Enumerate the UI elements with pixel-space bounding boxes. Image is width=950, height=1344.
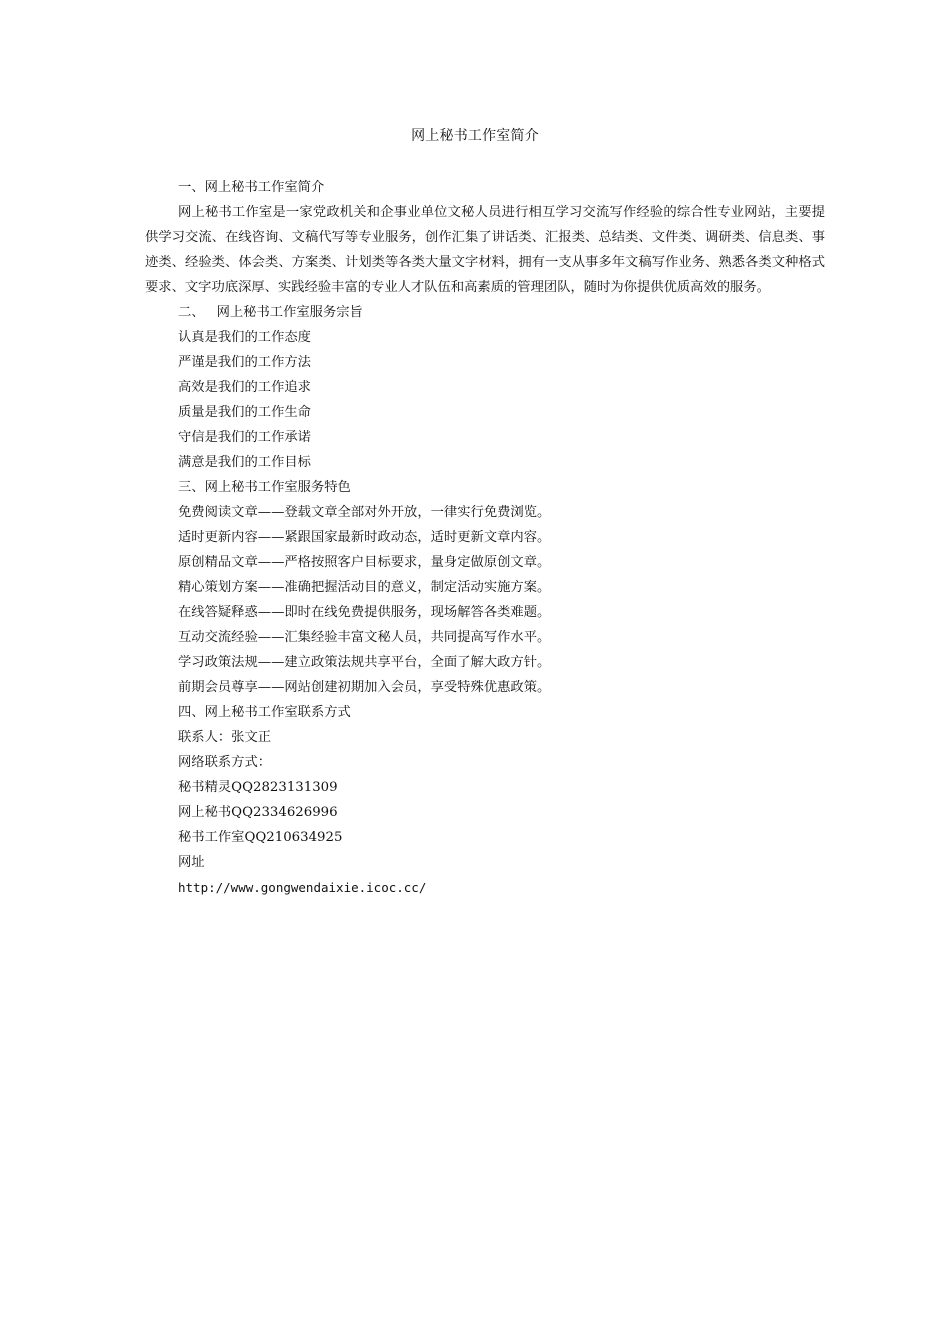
principle-item: 严谨是我们的工作方法: [178, 355, 311, 370]
section1-paragraph: 网上秘书工作室是一家党政机关和企事业单位文秘人员进行相互学习交流写作经验的综合性专业网站，主要提供学习交流、在线咨询、文稿代写等专业服务，创作汇集了讲话类、汇报类、总结类、文件类、调研类、信息类、事迹类、经验类、体会类、方案类、计划类等各类大量文字材料，拥有一支从事多年文稿写作业务、熟悉各类文种格式要求、文字功底深厚、实践经验丰富的专业人才队伍和高素质的管理团队，随时为你提供优质高效的服务。: [145, 205, 825, 295]
principle-item: 质量是我们的工作生命: [178, 405, 311, 420]
principle-item: 满意是我们的工作目标: [178, 455, 311, 470]
feature-item: 学习政策法规——建立政策法规共享平台，全面了解大政方针。: [178, 655, 551, 670]
feature-item: 适时更新内容——紧跟国家最新时政动态，适时更新文章内容。: [178, 530, 551, 545]
document-body: [145, 175, 825, 900]
feature-item: 在线答疑释惑——即时在线免费提供服务，现场解答各类难题。: [178, 605, 551, 620]
section2-heading-text: 网上秘书工作室服务宗旨: [216, 305, 363, 320]
feature-item: 前期会员尊享——网站创建初期加入会员，享受特殊优惠政策。: [178, 680, 551, 695]
qq-contact: 秘书工作室QQ210634925: [178, 830, 343, 845]
feature-item: 精心策划方案——准确把握活动目的意义，制定活动实施方案。: [178, 580, 551, 595]
contact-person: 联系人：张文正: [178, 730, 272, 745]
website-label: 网址: [178, 855, 205, 870]
principle-item: 认真是我们的工作态度: [178, 330, 311, 345]
section3-heading: 三、网上秘书工作室服务特色: [178, 480, 351, 495]
website-url[interactable]: http://www.gongwendaixie.icoc.cc/: [178, 880, 427, 895]
feature-item: 免费阅读文章——登载文章全部对外开放，一律实行免费浏览。: [178, 505, 551, 520]
qq-contact: 网上秘书QQ2334626996: [178, 805, 338, 820]
principle-item: 守信是我们的工作承诺: [178, 430, 311, 445]
feature-item: 互动交流经验——汇集经验丰富文秘人员，共同提高写作水平。: [178, 630, 551, 645]
section2-heading-num: 二、: [178, 305, 205, 320]
principle-item: 高效是我们的工作追求: [178, 380, 311, 395]
document-title: 网上秘书工作室简介: [411, 128, 539, 144]
feature-item: 原创精品文章——严格按照客户目标要求，量身定做原创文章。: [178, 555, 551, 570]
section2-heading: [145, 300, 825, 325]
section4-heading: 四、网上秘书工作室联系方式: [178, 705, 351, 720]
section1-heading: 一、网上秘书工作室简介: [178, 180, 325, 195]
network-contact-label: 网络联系方式：: [178, 755, 272, 770]
qq-contact: 秘书精灵QQ2823131309: [178, 780, 338, 795]
